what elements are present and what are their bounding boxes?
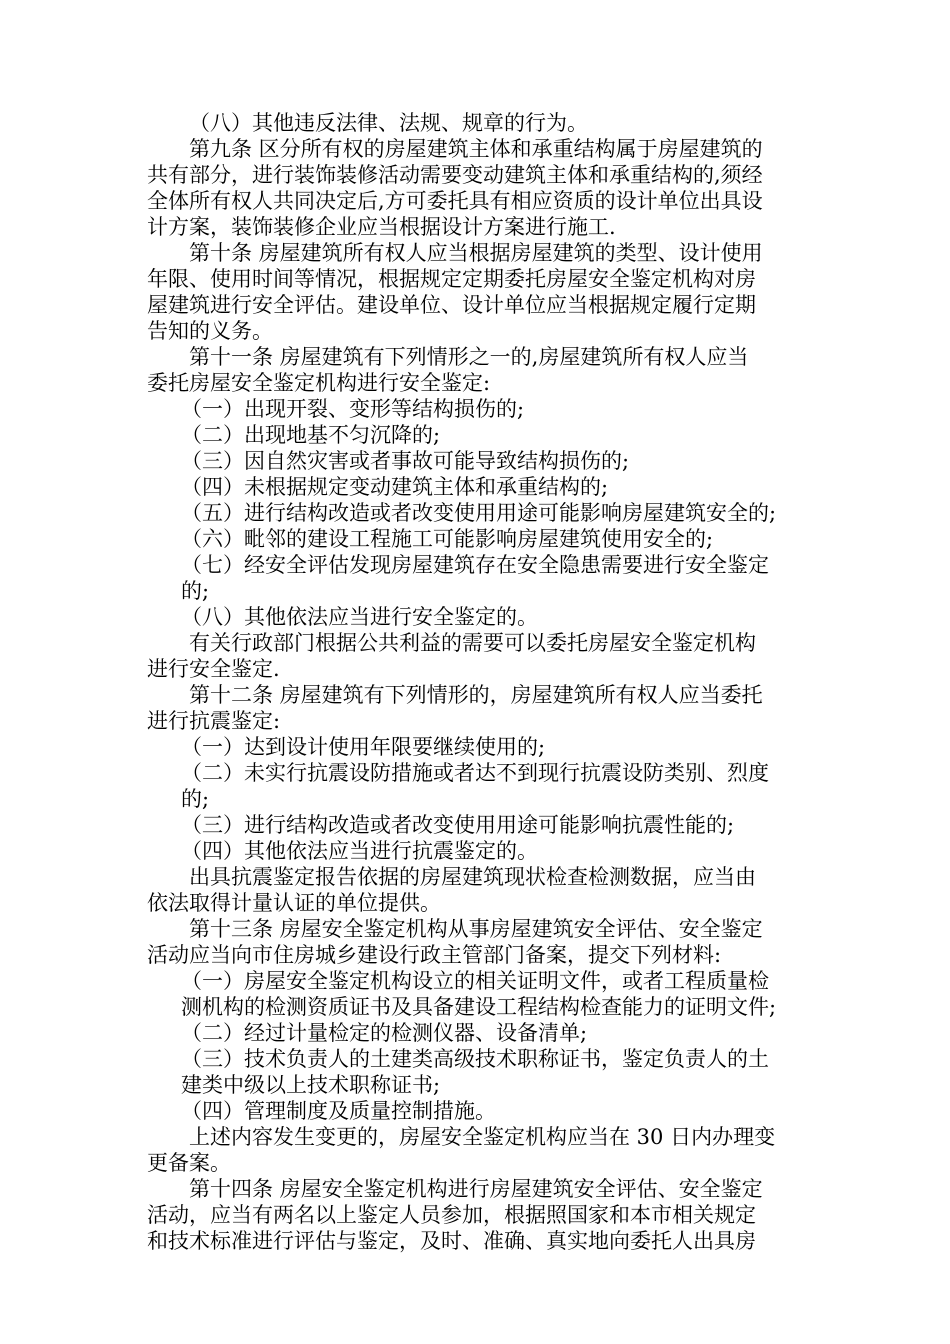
text-line: 活动应当向市住房城乡建设行政主管部门备案，提交下列材料: [147,943,722,967]
text-line: 计方案，装饰装修企业应当根据设计方案进行施工. [147,215,616,239]
text-line: （三）因自然灾害或者事故可能导致结构损伤的; [181,449,630,473]
text-line: （八）其他依法应当进行安全鉴定的。 [181,605,538,629]
text-line: 上述内容发生变更的，房屋安全鉴定机构应当在 30 日内办理变 [189,1125,776,1149]
text-line: 告知的义务。 [147,319,273,343]
text-line: 年限、使用时间等情况，根据规定定期委托房屋安全鉴定机构对房 [147,267,756,291]
text-line: （一）房屋安全鉴定机构设立的相关证明文件，或者工程质量检 [181,969,769,993]
text-line: 进行安全鉴定. [147,657,280,681]
text-line: （二）经过计量检定的检测仪器、设备清单; [181,1021,588,1045]
text-line: 屋建筑进行安全评估。建设单位、设计单位应当根据规定履行定期 [147,293,756,317]
text-line: 全体所有权人共同决定后,方可委托具有相应资质的设计单位出具设 [147,189,763,213]
text-line: （一）出现开裂、变形等结构损伤的; [181,397,525,421]
text-line: 第十三条 房屋安全鉴定机构从事房屋建筑安全评估、安全鉴定 [189,917,763,941]
text-line: （二）未实行抗震设防措施或者达不到现行抗震设防类别、烈度 [181,761,769,785]
text-line: （八）其他违反法律、法规、规章的行为。 [189,111,588,135]
text-line: 活动，应当有两名以上鉴定人员参加，根据照国家和本市相关规定 [147,1203,756,1227]
text-line: 的; [181,787,210,811]
text-line: （五）进行结构改造或者改变使用用途可能影响房屋建筑安全的; [181,501,777,525]
text-line: 更备案。 [147,1151,231,1175]
text-line: 委托房屋安全鉴定机构进行安全鉴定: [147,371,491,395]
text-line: （六）毗邻的建设工程施工可能影响房屋建筑使用安全的; [181,527,714,551]
text-line: 第十条 房屋建筑所有权人应当根据房屋建筑的类型、设计使用 [189,241,763,265]
text-line: 和技术标准进行评估与鉴定，及时、准确、真实地向委托人出具房 [147,1229,756,1253]
text-line: （七）经安全评估发现房屋建筑存在安全隐患需要进行安全鉴定 [181,553,769,577]
text-line: 第十一条 房屋建筑有下列情形之一的,房屋建筑所有权人应当 [189,345,749,369]
text-line: 出具抗震鉴定报告依据的房屋建筑现状检查检测数据，应当由 [189,865,756,889]
text-line: 第十四条 房屋安全鉴定机构进行房屋建筑安全评估、安全鉴定 [189,1177,763,1201]
text-line: （三）技术负责人的土建类高级技术职称证书，鉴定负责人的土 [181,1047,769,1071]
text-line: 依法取得计量认证的单位提供。 [147,891,441,915]
text-line: （三）进行结构改造或者改变使用用途可能影响抗震性能的; [181,813,735,837]
text-line: （二）出现地基不匀沉降的; [181,423,441,447]
text-line: 第九条 区分所有权的房屋建筑主体和承重结构属于房屋建筑的 [189,137,763,161]
text-line: 的; [181,579,210,603]
text-line: （四）管理制度及质量控制措施。 [181,1099,496,1123]
text-line: （四）其他依法应当进行抗震鉴定的。 [181,839,538,863]
document-body [147,110,817,1254]
text-line: 有关行政部门根据公共利益的需要可以委托房屋安全鉴定机构 [189,631,756,655]
text-line: （四）未根据规定变动建筑主体和承重结构的; [181,475,609,499]
text-line: 测机构的检测资质证书及具备建设工程结构检查能力的证明文件; [181,995,777,1019]
text-line: 建类中级以上技术职称证书; [181,1073,441,1097]
text-line: （一）达到设计使用年限要继续使用的; [181,735,546,759]
text-line: 进行抗震鉴定: [147,709,281,733]
text-line: 第十二条 房屋建筑有下列情形的，房屋建筑所有权人应当委托 [189,683,763,707]
text-line: 共有部分，进行装饰装修活动需要变动建筑主体和承重结构的,须经 [147,163,763,187]
